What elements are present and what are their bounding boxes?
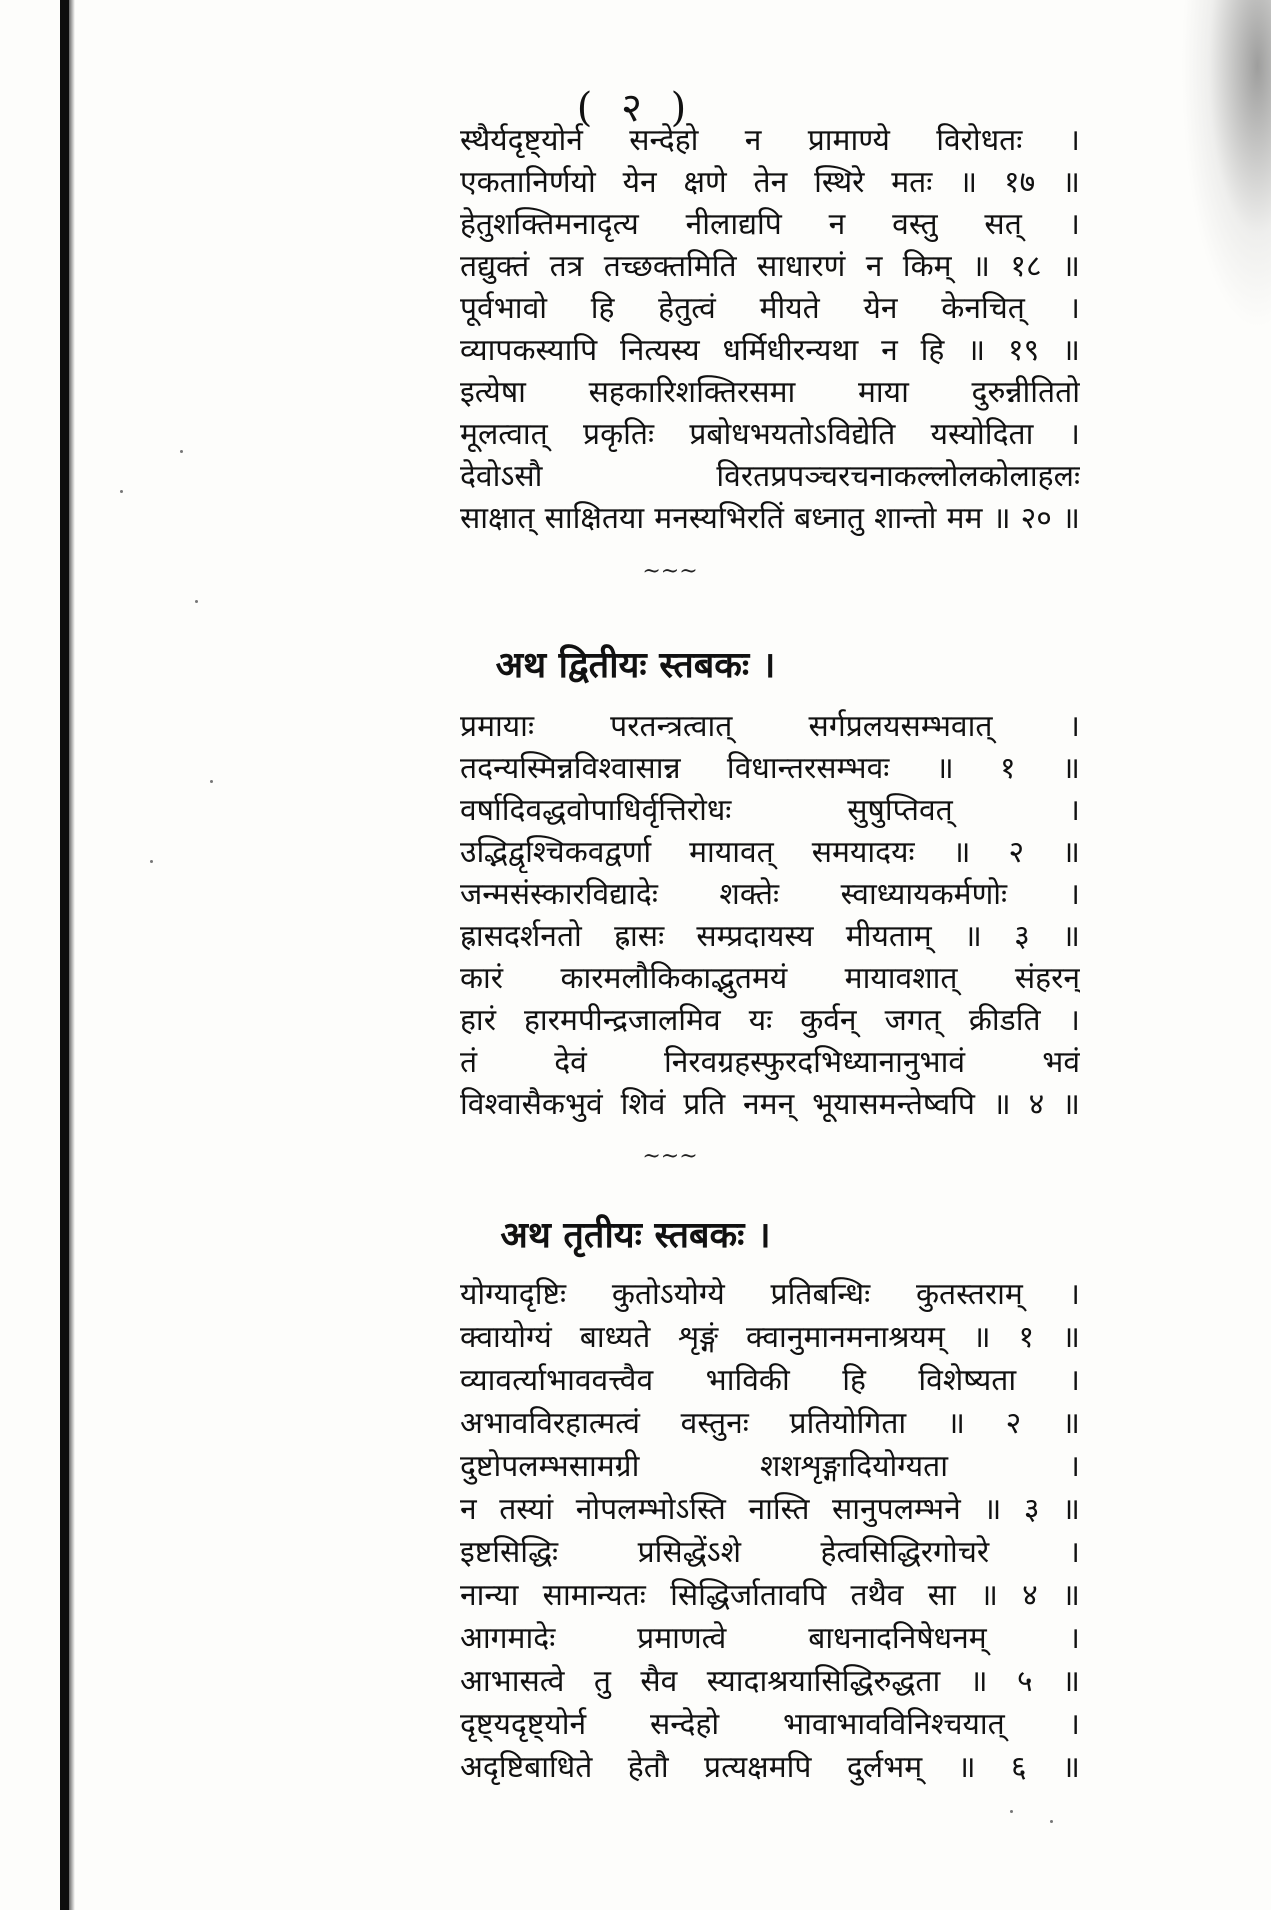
- section-divider-ornament: ~~~: [642, 1144, 698, 1169]
- spine-shadow: [69, 0, 75, 1910]
- scan-speck: [120, 490, 123, 493]
- verse-line: विश्वासैकभुवं शिवं प्रति नमन् भूयासमन्तेष्वपि ॥ ४ ॥: [460, 1087, 1080, 1122]
- verse-line: कारं कारमलौकिकाद्भुतमयं मायावशात् संहरन्: [460, 961, 1080, 996]
- scan-speck: [195, 600, 198, 603]
- verse-line: स्थैर्यदृष्ट्योर्न सन्देहो न प्रामाण्ये विरोधतः ।: [460, 123, 1080, 158]
- verse-line: व्यापकस्यापि नित्यस्य धर्मिधीरन्यथा न हि ॥ १९ ॥: [460, 333, 1080, 368]
- verse-line: जन्मसंस्कारविद्यादेः शक्तेः स्वाध्यायकर्मणोः ।: [460, 877, 1080, 912]
- verse-line: साक्षात् साक्षितया मनस्यभिरतिं बध्नातु शान्तो मम ॥ २० ॥: [460, 501, 1080, 536]
- verse-line: ह्रासदर्शनतो ह्रासः सम्प्रदायस्य मीयताम् ॥ ३ ॥: [460, 919, 1080, 954]
- verse-line: आभासत्वे तु सैव स्यादाश्रयासिद्धिरुद्धता ॥ ५ ॥: [460, 1664, 1080, 1699]
- verse-line: हेतुशक्तिमनादृत्य नीलाद्यपि न वस्तु सत् ।: [460, 207, 1080, 242]
- verse-line: अभावविरहात्मत्वं वस्तुनः प्रतियोगिता ॥ २ ॥: [460, 1406, 1080, 1441]
- verse-line: दुष्टोपलम्भसामग्री शशशृङ्गादियोग्यता ।: [460, 1449, 1080, 1484]
- verse-line: मूलत्वात् प्रकृतिः प्रबोधभयतोऽविद्येति यस्योदिता ।: [460, 417, 1080, 452]
- verse-line: दृष्ट्यदृष्ट्योर्न सन्देहो भावाभावविनिश्चयात् ।: [460, 1707, 1080, 1742]
- verse-line: तद्युक्तं तत्र तच्छक्तमिति साधारणं न किम् ॥ १८ ॥: [460, 249, 1080, 284]
- verse-line: हारं हारमपीन्द्रजालमिव यः कुर्वन् जगत् क्रीडति ।: [460, 1003, 1080, 1038]
- verse-line: उद्भिद्वृश्चिकवद्वर्णा मायावत् समयादयः ॥ २ ॥: [460, 835, 1080, 870]
- verse-line: क्वायोग्यं बाध्यते शृङ्गं क्वानुमानमनाश्रयम् ॥ १ ॥: [460, 1320, 1080, 1355]
- verse-line: इष्टसिद्धिः प्रसिद्धेंऽशे हेत्वसिद्धिरगोचरे ।: [460, 1535, 1080, 1570]
- verse-line: तदन्यस्मिन्नविश्वासान्न विधान्तरसम्भवः ॥ १ ॥: [460, 751, 1080, 786]
- scan-speck: [150, 860, 153, 863]
- verse-line: देवोऽसौ विरतप्रपञ्चरचनाकल्लोलकोलाहलः: [460, 459, 1080, 494]
- page-number: ( २ ): [576, 85, 695, 131]
- section-heading-3: अथ तृतीयः स्तबकः ।: [500, 1214, 771, 1256]
- scan-corner-shading: [1181, 0, 1271, 330]
- verse-line: एकतानिर्णयो येन क्षणे तेन स्थिरे मतः ॥ १७ ॥: [460, 165, 1080, 200]
- section-heading-2: अथ द्वितीयः स्तबकः ।: [495, 644, 776, 686]
- verse-line: वर्षादिवद्धवोपाधिर्वृत्तिरोधः सुषुप्तिवत् ।: [460, 793, 1080, 828]
- verse-line: तं देवं निरवग्रहस्फुरदभिध्यानानुभावं भवं: [460, 1045, 1080, 1080]
- verse-line: नान्या सामान्यतः सिद्धिर्जातावपि तथैव सा ॥ ४ ॥: [460, 1578, 1080, 1613]
- scan-speck: [1010, 1810, 1013, 1813]
- verse-line: प्रमायाः परतन्त्रत्वात् सर्गप्रलयसम्भवात् ।: [460, 709, 1080, 744]
- verse-line: इत्येषा सहकारिशक्तिरसमा माया दुरुन्नीतितो: [460, 375, 1080, 410]
- scan-speck: [1050, 1820, 1053, 1823]
- verse-line: व्यावर्त्याभाववत्त्वैव भाविकी हि विशेष्यता ।: [460, 1363, 1080, 1398]
- verse-line: योग्यादृष्टिः कुतोऽयोग्ये प्रतिबन्धिः कुतस्तराम् ।: [460, 1277, 1080, 1312]
- verse-line: आगमादेः प्रमाणत्वे बाधनादनिषेधनम् ।: [460, 1621, 1080, 1656]
- section-divider-ornament: ~~~: [642, 559, 698, 584]
- verse-line: पूर्वभावो हि हेतुत्वं मीयते येन केनचित् ।: [460, 291, 1080, 326]
- book-spine-edge: [60, 0, 69, 1910]
- verse-line: न तस्यां नोपलम्भोऽस्ति नास्ति सानुपलम्भने ॥ ३ ॥: [460, 1492, 1080, 1527]
- scan-speck: [180, 450, 183, 453]
- scan-speck: [210, 780, 213, 783]
- verse-line: अदृष्टिबाधिते हेतौ प्रत्यक्षमपि दुर्लभम् ॥ ६ ॥: [460, 1750, 1080, 1785]
